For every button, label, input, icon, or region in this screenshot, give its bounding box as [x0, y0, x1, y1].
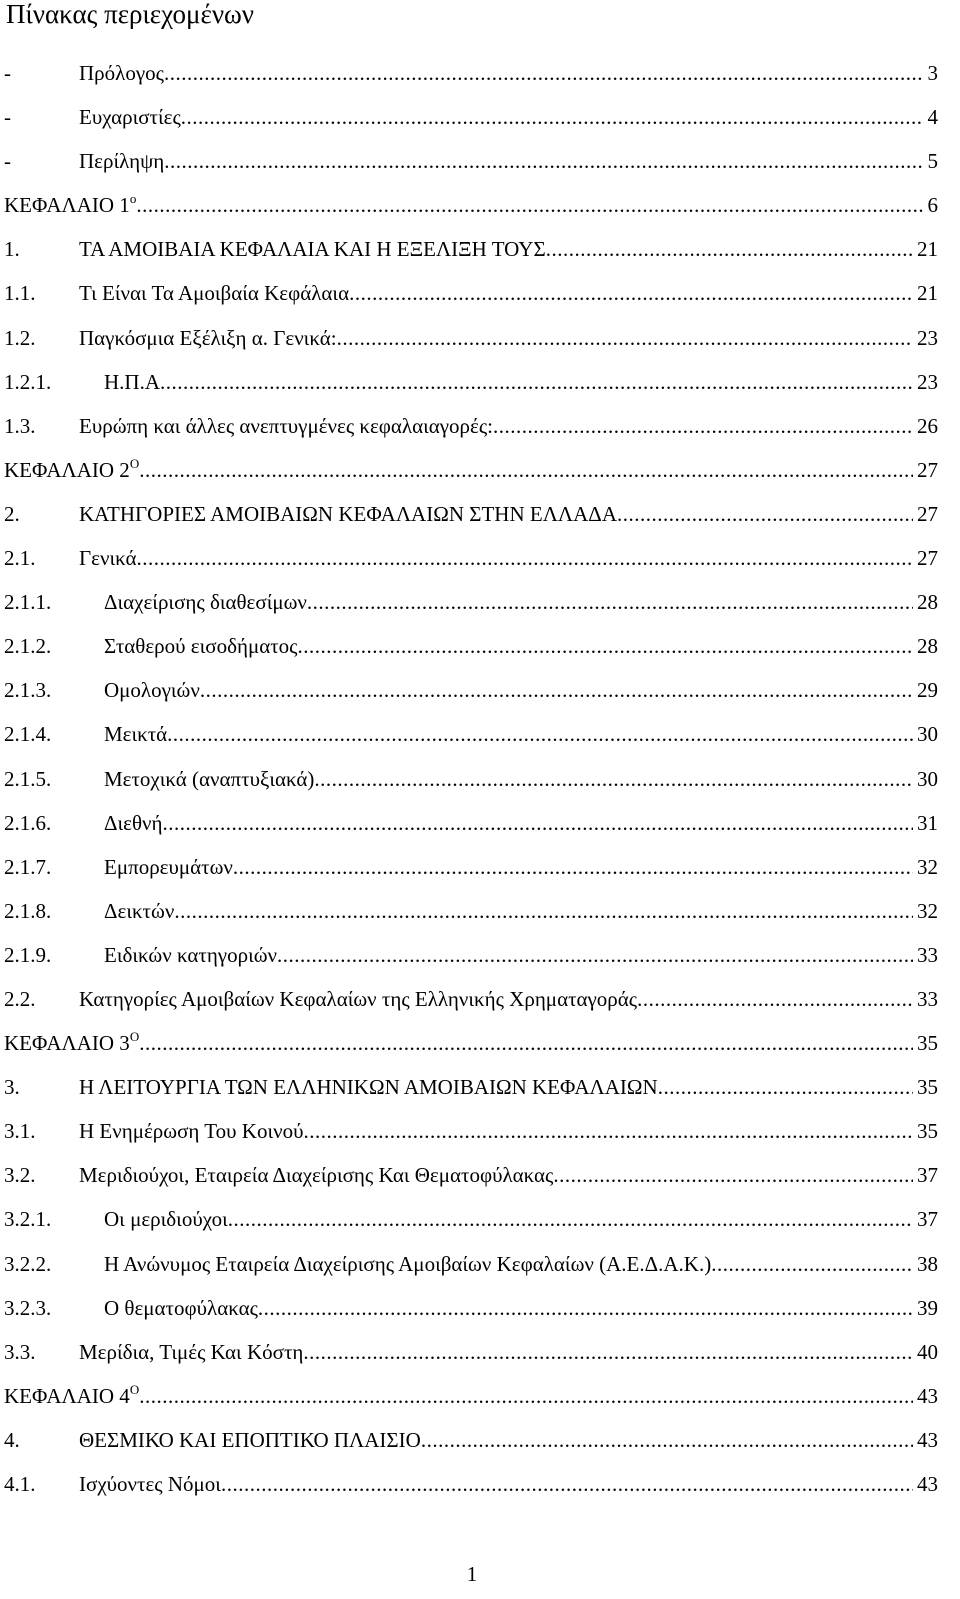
toc-entry-page-number: 27 [917, 457, 938, 482]
toc-entry-page-number: 23 [917, 325, 938, 350]
toc-entry-label: Μετοχικά (αναπτυξιακά) [104, 766, 315, 791]
toc-entry-line [79, 316, 938, 360]
toc-entry-title [104, 668, 200, 712]
toc-entry-line [79, 977, 938, 1021]
toc-entry-label: Οι μεριδιούχοι [104, 1207, 228, 1232]
toc-entry-label: Η Ανώνυμος Εταιρεία Διαχείρισης Αμοιβαίων Κεφαλαίων (Α.Ε.Δ.Α.Κ.) [104, 1251, 712, 1276]
toc-entry-page-number: 35 [917, 1075, 938, 1100]
dot-leader [553, 1153, 913, 1197]
toc-entry-label: Η ΛΕΙΤΟΥΡΓΙΑ ΤΩΝ ΕΛΛΗΝΙΚΩΝ ΑΜΟΙΒΑΙΩΝ ΚΕΦΑΛΑΙΩΝ [79, 1075, 658, 1100]
toc-entry-page-number: 21 [917, 237, 938, 262]
toc-entry[interactable] [0, 624, 960, 668]
toc-entry-number: 1.2. [4, 325, 36, 350]
dot-leader [658, 1065, 913, 1109]
toc-entry-title [79, 316, 337, 360]
toc-entry-page-number: 39 [917, 1295, 938, 1320]
toc-entry-number: 1.2.1. [4, 369, 52, 394]
toc-entry-page-number: 28 [917, 590, 938, 615]
toc-entry-label: Δεικτών [104, 898, 175, 923]
toc-entry[interactable] [0, 1021, 960, 1065]
dot-leader [163, 801, 913, 845]
toc-entry[interactable] [0, 139, 960, 183]
toc-entry-page-number: 3 [927, 61, 938, 85]
toc-entry-title [79, 1109, 304, 1153]
toc-entry-label: Ομολογιών [104, 678, 200, 703]
toc-entry-title [4, 448, 139, 492]
toc-entry-number: - [4, 61, 11, 85]
toc-entry-label: Η.Π.Α [104, 369, 160, 394]
toc-entry-number: - [4, 149, 11, 174]
toc-entry-number: 1.1. [4, 281, 36, 306]
toc-entry-number: 1. [4, 237, 20, 262]
toc-entry-page-number: 29 [917, 678, 938, 703]
toc-entry-number: - [4, 105, 11, 130]
dot-leader [297, 624, 913, 668]
toc-entry-page-number: 33 [917, 986, 938, 1011]
toc-entry-label: ΚΕΦΑΛΑΙΟ 1 [4, 193, 130, 218]
toc-entry-page-number: 28 [917, 634, 938, 659]
toc-entry-number: 2.1.5. [4, 766, 52, 791]
toc-entry-line [104, 757, 938, 801]
toc-entry-line [104, 845, 938, 889]
toc-entry-line [79, 1330, 938, 1374]
toc-entry-line [104, 933, 938, 977]
toc-entry-number: 2.1.1. [4, 590, 52, 615]
toc-entry[interactable] [0, 95, 960, 139]
toc-entry-title [104, 933, 277, 977]
toc-entry-title [79, 51, 164, 95]
toc-entry-line [4, 1374, 938, 1418]
toc-list [0, 51, 960, 1506]
toc-entry-page-number: 21 [917, 281, 938, 306]
toc-entry-label: ΚΕΦΑΛΑΙΟ 2 [4, 457, 130, 482]
toc-entry-page-number: 43 [917, 1427, 938, 1452]
toc-entry-line [79, 139, 938, 183]
toc-entry-page-number: 27 [917, 546, 938, 571]
toc-entry-number: 2.2. [4, 986, 36, 1011]
chapter-ordinal-superscript: ο [129, 191, 137, 207]
toc-entry-number: 2.1.9. [4, 942, 52, 967]
dot-leader [221, 1462, 913, 1506]
toc-entry-title [104, 712, 167, 756]
toc-entry[interactable] [0, 933, 960, 977]
toc-entry-label: Μερίδια, Τιμές Και Κόστη [79, 1339, 304, 1364]
toc-entry-line [104, 801, 938, 845]
dot-leader [137, 536, 913, 580]
toc-entry-page-number: 40 [917, 1339, 938, 1364]
toc-entry-title [79, 404, 493, 448]
toc-entry-line [79, 1109, 938, 1153]
toc-entry-label: Ισχύοντες Νόμοι [79, 1472, 221, 1496]
toc-entry-label: Σταθερού εισοδήματος [104, 634, 298, 659]
toc-entry-label: Διεθνή [104, 810, 163, 835]
toc-entry-page-number: 30 [917, 766, 938, 791]
toc-entry[interactable] [0, 668, 960, 712]
toc-entry-number: 2.1. [4, 546, 36, 571]
toc-entry-line [104, 1197, 938, 1241]
dot-leader [493, 404, 913, 448]
toc-entry[interactable] [0, 712, 960, 756]
toc-entry-page-number: 6 [927, 193, 938, 218]
toc-entry-number: 4. [4, 1427, 20, 1452]
toc-entry-line [79, 1462, 938, 1506]
toc-entry-label: Ευχαριστίες [79, 105, 181, 130]
toc-entry-page-number: 35 [917, 1031, 938, 1056]
dot-leader [160, 360, 913, 404]
toc-entry[interactable] [0, 1418, 960, 1462]
toc-entry-line [104, 1242, 938, 1286]
toc-entry-number: 2.1.4. [4, 722, 52, 747]
toc-entry-line [4, 448, 938, 492]
toc-entry-title [104, 360, 160, 404]
toc-entry-line [79, 1065, 938, 1109]
dot-leader [349, 271, 913, 315]
toc-entry-line [79, 271, 938, 315]
toc-entry-title [79, 139, 164, 183]
toc-entry-label: ΚΕΦΑΛΑΙΟ 3 [4, 1031, 130, 1056]
toc-entry-page-number: 27 [917, 501, 938, 526]
toc-entry-title [104, 757, 314, 801]
toc-entry-line [79, 536, 938, 580]
toc-entry-page-number: 23 [917, 369, 938, 394]
toc-entry-title [104, 1197, 228, 1241]
toc-entry-number: 4.1. [4, 1472, 36, 1496]
toc-entry-title [79, 1462, 221, 1506]
toc-entry[interactable] [0, 360, 960, 404]
toc-entry-title [4, 183, 136, 227]
toc-entry-number: 2.1.3. [4, 678, 52, 703]
toc-entry[interactable] [0, 845, 960, 889]
toc-entry-page-number: 26 [917, 413, 938, 438]
dot-leader [421, 1418, 913, 1462]
toc-entry[interactable] [0, 757, 960, 801]
toc-entry-number: 2.1.8. [4, 898, 52, 923]
toc-entry[interactable] [0, 1242, 960, 1286]
chapter-ordinal-superscript: Ο [129, 1029, 140, 1045]
toc-entry[interactable] [0, 492, 960, 536]
toc-entry[interactable] [0, 51, 960, 95]
toc-entry-line [104, 624, 938, 668]
dot-leader [181, 95, 924, 139]
toc-entry[interactable] [0, 183, 960, 227]
toc-entry-number: 3. [4, 1075, 20, 1100]
toc-entry-number: 3.2.3. [4, 1295, 52, 1320]
toc-entry-label: Διαχείρισης διαθεσίμων [104, 590, 307, 615]
dot-leader [167, 712, 913, 756]
toc-entry-page-number: 35 [917, 1119, 938, 1144]
toc-entry-line [104, 1286, 938, 1330]
toc-entry-page-number: 43 [917, 1472, 938, 1496]
toc-entry[interactable] [0, 316, 960, 360]
toc-entry[interactable] [0, 801, 960, 845]
dot-leader [546, 227, 913, 271]
toc-entry-title [104, 624, 297, 668]
toc-entry-line [79, 95, 938, 139]
toc-entry-line [4, 183, 938, 227]
toc-entry-title [4, 1021, 139, 1065]
toc-entry[interactable] [0, 404, 960, 448]
toc-entry[interactable] [0, 448, 960, 492]
chapter-ordinal-superscript: Ο [129, 1381, 140, 1397]
toc-entry-label: ΤΑ ΑΜΟΙΒΑΙΑ ΚΕΦΑΛΑΙΑ ΚΑΙ Η ΕΞΕΛΙΞΗ ΤΟΥΣ [79, 237, 546, 262]
dot-leader [164, 139, 923, 183]
dot-leader [200, 668, 913, 712]
toc-entry-number: 2.1.6. [4, 810, 52, 835]
toc-entry-title [4, 1374, 139, 1418]
toc-entry-label: Πρόλογος [79, 61, 164, 85]
toc-entry-label: Ευρώπη και άλλες ανεπτυγμένες κεφαλαιαγορές: [79, 413, 493, 438]
dot-leader [139, 1021, 913, 1065]
dot-leader [314, 757, 913, 801]
toc-entry-line [104, 580, 938, 624]
toc-entry-line [79, 404, 938, 448]
toc-entry[interactable] [0, 271, 960, 315]
toc-entry-title [79, 977, 637, 1021]
dot-leader [303, 1330, 913, 1374]
toc-entry-page-number: 37 [917, 1163, 938, 1188]
toc-entry-line [79, 1418, 938, 1462]
toc-entry-title [79, 271, 349, 315]
toc-entry-number: 3.3. [4, 1339, 36, 1364]
dot-leader [337, 316, 913, 360]
toc-entry-number: 3.2.2. [4, 1251, 52, 1276]
dot-leader [136, 183, 923, 227]
toc-entry-number: 3.2.1. [4, 1207, 52, 1232]
toc-entry-title [104, 1242, 711, 1286]
dot-leader [617, 492, 913, 536]
toc-entry-number: 3.2. [4, 1163, 36, 1188]
toc-entry-label: ΚΕΦΑΛΑΙΟ 4 [4, 1383, 130, 1408]
toc-entry-label: Ο θεματοφύλακας [104, 1295, 258, 1320]
dot-leader [307, 580, 913, 624]
toc-entry-number: 1.3. [4, 413, 36, 438]
toc-entry-line [104, 889, 938, 933]
toc-entry-label: Περίληψη [79, 149, 165, 174]
toc-entry-line [104, 668, 938, 712]
toc-entry-label: Παγκόσμια Εξέλιξη α. Γενικά: [79, 325, 337, 350]
dot-leader [174, 889, 913, 933]
toc-entry[interactable] [0, 580, 960, 624]
toc-entry-title [79, 227, 546, 271]
toc-entry[interactable] [0, 227, 960, 271]
toc-entry[interactable] [0, 1330, 960, 1374]
dot-leader [637, 977, 913, 1021]
toc-entry-page-number: 32 [917, 854, 938, 879]
toc-entry-line [4, 1021, 938, 1065]
toc-entry-page-number: 37 [917, 1207, 938, 1232]
toc-entry-label: Ειδικών κατηγοριών [104, 942, 278, 967]
toc-entry-line [79, 227, 938, 271]
toc-entry-line [104, 360, 938, 404]
dot-leader [164, 51, 924, 95]
toc-entry-page-number: 32 [917, 898, 938, 923]
toc-entry-title [104, 580, 307, 624]
toc-entry-line [79, 51, 938, 95]
toc-entry-label: Εμπορευμάτων [104, 854, 233, 879]
toc-entry[interactable] [0, 1109, 960, 1153]
toc-entry[interactable] [0, 1462, 960, 1506]
toc-entry-page-number: 33 [917, 942, 938, 967]
toc-entry-title [104, 845, 233, 889]
toc-entry-title [79, 1330, 303, 1374]
toc-entry-page-number: 30 [917, 722, 938, 747]
toc-entry-page-number: 4 [927, 105, 938, 130]
toc-entry-title [79, 1153, 553, 1197]
toc-entry-page-number: 43 [917, 1383, 938, 1408]
toc-entry-page-number: 5 [927, 149, 938, 174]
toc-entry[interactable] [0, 536, 960, 580]
toc-entry[interactable] [0, 1197, 960, 1241]
toc-entry-label: Η Ενημέρωση Του Κοινού [79, 1119, 304, 1144]
toc-entry-label: Κατηγορίες Αμοιβαίων Κεφαλαίων της Ελληνικής Χρηματαγοράς [79, 986, 638, 1011]
toc-entry-page-number: 38 [917, 1251, 938, 1276]
toc-entry[interactable] [0, 1153, 960, 1197]
toc-entry-number: 3.1. [4, 1119, 36, 1144]
toc-entry-line [79, 492, 938, 536]
dot-leader [277, 933, 913, 977]
toc-entry[interactable] [0, 1286, 960, 1330]
toc-entry-number: 2. [4, 501, 20, 526]
toc-entry-title [104, 889, 174, 933]
toc-entry-label: Μεικτά [104, 722, 168, 747]
toc-entry-line [104, 712, 938, 756]
toc-entry-line [79, 1153, 938, 1197]
toc-entry-number: 2.1.2. [4, 634, 52, 659]
toc-entry-title [79, 1065, 658, 1109]
dot-leader [711, 1242, 913, 1286]
dot-leader [233, 845, 913, 889]
toc-entry-title [79, 1418, 421, 1462]
toc-entry-title [104, 1286, 258, 1330]
toc-entry-number: 2.1.7. [4, 854, 52, 879]
toc-entry-title [104, 801, 163, 845]
page-number: 1 [466, 1562, 478, 1586]
toc-entry[interactable] [0, 977, 960, 1021]
toc-entry-title [79, 492, 617, 536]
chapter-ordinal-superscript: Ο [129, 455, 140, 471]
toc-entry-title [79, 95, 181, 139]
toc-entry-label: Τι Είναι Τα Αμοιβαία Κεφάλαια [79, 281, 350, 306]
dot-leader [258, 1286, 913, 1330]
dot-leader [304, 1109, 913, 1153]
toc-entry-label: Γενικά [79, 546, 137, 571]
toc-entry-label: Μεριδιούχοι, Εταιρεία Διαχείρισης Και Θεματοφύλακας [79, 1163, 554, 1188]
dot-leader [139, 1374, 913, 1418]
toc-entry-label: ΚΑΤΗΓΟΡΙΕΣ ΑΜΟΙΒΑΙΩΝ ΚΕΦΑΛΑΙΩΝ ΣΤΗΝ ΕΛΛΑΔΑ [79, 501, 617, 526]
toc-entry[interactable] [0, 1065, 960, 1109]
toc-entry[interactable] [0, 1374, 960, 1418]
toc-entry-title [79, 536, 137, 580]
toc-title: Πίνακας περιεχομένων [6, 0, 255, 29]
dot-leader [228, 1197, 913, 1241]
toc-entry-label: ΘΕΣΜΙΚΟ ΚΑΙ ΕΠΟΠΤΙΚΟ ΠΛΑΙΣΙΟ [79, 1427, 421, 1452]
dot-leader [139, 448, 913, 492]
toc-entry-page-number: 31 [917, 810, 938, 835]
toc-entry[interactable] [0, 889, 960, 933]
